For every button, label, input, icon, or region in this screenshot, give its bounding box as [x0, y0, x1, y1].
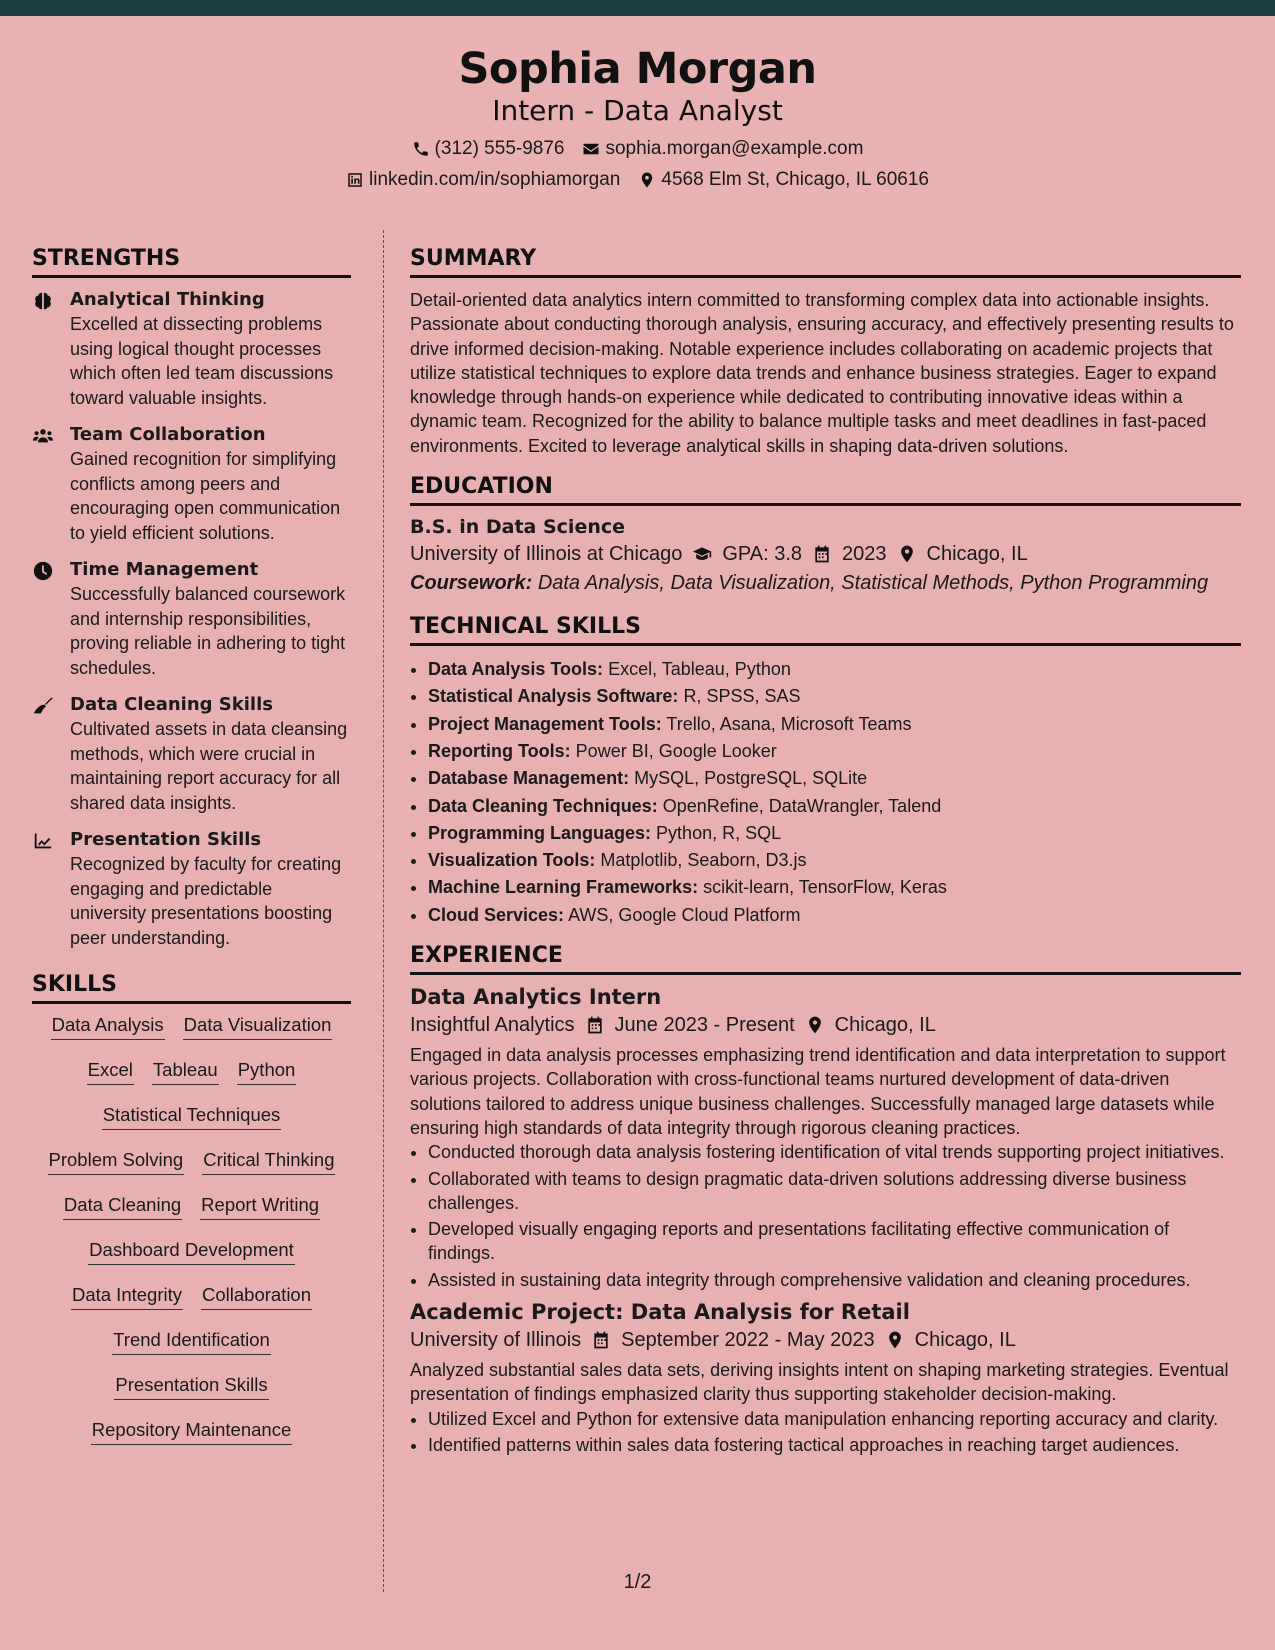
experience-heading: EXPERIENCE: [410, 941, 1241, 975]
skill-chip: Data Analysis: [51, 1014, 165, 1040]
list-item: [428, 902, 1241, 929]
tech-value: Matplotlib, Seaborn, D3.js: [600, 850, 807, 871]
technical-skills-list: [410, 656, 1241, 929]
list-item: [428, 738, 1241, 765]
tech-label: Programming Languages:: [428, 822, 652, 843]
list-item: • Collaborated with teams to design pragmatic data-driven solutions addressing diverse business challenges.: [428, 1167, 1241, 1216]
broom-icon: [32, 695, 54, 717]
strength-desc: Excelled at dissecting problems using logical thought processes which often led team discussions toward valuable insights.: [70, 314, 334, 408]
job-dates: June 2023 - Present: [614, 1014, 795, 1037]
address-contact: [638, 169, 929, 191]
skill-chip: Report Writing: [200, 1194, 320, 1220]
skills-row: [32, 1419, 351, 1464]
strength-desc: Gained recognition for simplifying conflicts among peers and encouraging open communication to yield efficient solutions.: [70, 449, 341, 543]
email-contact[interactable]: [582, 138, 863, 160]
job-bullets: [410, 1407, 1241, 1458]
skills-row: [32, 1329, 351, 1374]
summary-heading: SUMMARY: [410, 244, 1241, 278]
strength-title: Team Collaboration: [70, 424, 266, 445]
skills-row: [32, 1059, 351, 1104]
tech-value: R, SPSS, SAS: [683, 686, 801, 707]
skills-row: [32, 1104, 351, 1149]
job-description: Engaged in data analysis processes emphasizing trend identification and data interpretation to support various projects. Collaboration with cross-functional teams nurtured development of data-driven solutions tailored to address unique business challenges. Successfully managed large datasets while ensuring high standards of data integrity through rigorous cleaning practices.: [410, 1045, 1226, 1138]
list-item: [428, 765, 1241, 792]
tech-label: Database Management:: [428, 768, 630, 789]
list-item: [428, 820, 1241, 847]
skills-row: [32, 1239, 351, 1284]
coursework-line: [410, 568, 1241, 598]
email-text: sophia.morgan@example.com: [605, 138, 864, 159]
tech-value: scikit-learn, TensorFlow, Keras: [703, 877, 947, 898]
summary-text: Detail-oriented data analytics intern committed to transforming complex data into actionable insights. Passionate about conducting thorough analysis, ensuring accuracy, and effectively presenting results to drive informed decision-making. Notable experience includes collaborating on academic projects that utilize statistical techniques to explore data trends and enhance business strategies. Eager to expand knowledge through hands-on experience while dedicated to contributing innovative ideas within a dynamic team. Recognized for the ability to balance multiple tasks and meet deadlines in fast-paced environments. Excited to leverage analytical skills in shaping data-driven solutions.: [410, 290, 1234, 456]
skill-chip: Data Visualization: [183, 1014, 333, 1040]
job-entry: [410, 1298, 1241, 1457]
tech-value: Trello, Asana, Microsoft Teams: [666, 713, 912, 734]
brain-icon: [32, 290, 54, 312]
tech-value: Power BI, Google Looker: [575, 740, 777, 761]
skills-list: [32, 1014, 351, 1464]
users-icon: [32, 425, 54, 447]
graduation-cap-icon: [692, 544, 712, 564]
map-pin-icon: [805, 1015, 825, 1035]
strength-item: [32, 828, 351, 950]
envelope-icon: [582, 140, 600, 158]
skill-chip: Repository Maintenance: [91, 1419, 293, 1445]
skill-chip: Presentation Skills: [114, 1374, 268, 1400]
skills-row: [32, 1284, 351, 1329]
grad-year: 2023: [842, 543, 887, 566]
calendar-icon: [585, 1015, 605, 1035]
strength-title: Data Cleaning Skills: [70, 694, 273, 715]
top-accent-bar: [0, 0, 1275, 16]
skill-chip: Python: [237, 1059, 297, 1085]
job-description: Analyzed substantial sales data sets, deriving insights intent on shaping marketing strategies. Eventual presentation of findings emphasized clarity thus supporting stakeholder decision-making.: [410, 1360, 1229, 1405]
tech-label: Data Analysis Tools:: [428, 659, 604, 680]
tech-label: Cloud Services:: [428, 904, 565, 925]
skill-chip: Excel: [87, 1059, 134, 1085]
tech-label: Visualization Tools:: [428, 850, 596, 871]
list-item: [428, 874, 1241, 901]
job-location: Chicago, IL: [914, 1329, 1016, 1352]
strength-item: [32, 693, 351, 815]
strength-desc: Recognized by faculty for creating engaging and predictable university presentations boosting peer understanding.: [70, 854, 342, 948]
coursework-label: Coursework:: [410, 572, 533, 595]
phone-contact[interactable]: [412, 138, 565, 160]
strength-item: [32, 558, 351, 680]
skill-chip: Trend Identification: [112, 1329, 271, 1355]
technical-skills-heading: TECHNICAL SKILLS: [410, 612, 1241, 646]
tech-label: Data Cleaning Techniques:: [428, 795, 658, 816]
address-text: 4568 Elm St, Chicago, IL 60616: [661, 169, 929, 190]
skill-chip: Statistical Techniques: [102, 1104, 282, 1130]
tech-value: AWS, Google Cloud Platform: [568, 904, 801, 925]
contact-row-2: [0, 169, 1275, 191]
strength-title: Time Management: [70, 559, 259, 580]
list-item: • Developed visually engaging reports and presentations facilitating effective communication of findings.: [428, 1217, 1241, 1266]
list-item: • Identified patterns within sales data fostering tactical approaches in reaching target audiences.: [428, 1433, 1241, 1457]
degree-title: B.S. in Data Science: [410, 516, 626, 539]
job-bullets: [410, 1140, 1241, 1292]
strength-desc: Successfully balanced coursework and internship responsibilities, proving reliable in adhering to tight schedules.: [70, 584, 346, 678]
linkedin-text: linkedin.com/in/sophiamorgan: [369, 169, 621, 190]
list-item: [428, 711, 1241, 738]
linkedin-contact[interactable]: [346, 169, 620, 191]
job-meta: [410, 1011, 1241, 1039]
linkedin-icon: [346, 171, 364, 189]
resume-header: [0, 16, 1275, 204]
gpa-text: GPA: 3.8: [722, 543, 803, 566]
skills-row: [32, 1014, 351, 1059]
education-location: Chicago, IL: [926, 543, 1028, 566]
skills-row: [32, 1149, 351, 1194]
map-pin-icon: [897, 544, 917, 564]
list-item: • Utilized Excel and Python for extensive data manipulation enhancing reporting accuracy and clarity.: [428, 1407, 1241, 1431]
list-item: [428, 683, 1241, 710]
strength-desc: Cultivated assets in data cleansing methods, which were crucial in maintaining report accuracy for all shared data insights.: [70, 719, 348, 813]
calendar-icon: [812, 544, 832, 564]
job-title: Data Analytics Intern: [410, 985, 662, 1010]
skills-row: [32, 1194, 351, 1239]
list-item: • Assisted in sustaining data integrity through comprehensive validation and cleaning procedures.: [428, 1268, 1241, 1292]
list-item: [428, 656, 1241, 683]
skills-heading: SKILLS: [32, 970, 351, 1004]
coursework-text: Data Analysis, Data Visualization, Statistical Methods, Python Programming: [537, 572, 1209, 595]
list-item: • Conducted thorough data analysis fostering identification of vital trends supporting project initiatives.: [428, 1140, 1241, 1164]
column-divider: [383, 230, 384, 1592]
job-title: Academic Project: Data Analysis for Retail: [410, 1300, 910, 1325]
strength-item: [32, 288, 351, 410]
chart-line-icon: [32, 830, 54, 852]
phone-icon: [412, 140, 430, 158]
skill-chip: Critical Thinking: [202, 1149, 335, 1175]
company-name: Insightful Analytics: [410, 1014, 575, 1037]
left-column: [32, 244, 351, 1464]
education-meta: [410, 540, 1241, 568]
company-name: University of Illinois: [410, 1329, 582, 1352]
skill-chip: Data Cleaning: [63, 1194, 182, 1220]
strength-title: Analytical Thinking: [70, 289, 265, 310]
list-item: [428, 847, 1241, 874]
tech-value: Python, R, SQL: [656, 822, 782, 843]
skill-chip: Problem Solving: [48, 1149, 185, 1175]
phone-text: (312) 555-9876: [434, 138, 565, 159]
skill-chip: Collaboration: [201, 1284, 312, 1310]
tech-value: OpenRefine, DataWrangler, Talend: [662, 795, 942, 816]
job-dates: September 2022 - May 2023: [621, 1329, 875, 1352]
page-number: 1/2: [623, 1571, 652, 1593]
candidate-name: Sophia Morgan: [458, 44, 817, 94]
skill-chip: Data Integrity: [71, 1284, 183, 1310]
job-location: Chicago, IL: [834, 1014, 936, 1037]
clock-icon: [32, 560, 54, 582]
school-name: University of Illinois at Chicago: [410, 543, 683, 566]
job-meta: [410, 1326, 1241, 1354]
strengths-heading: STRENGTHS: [32, 244, 351, 278]
tech-value: MySQL, PostgreSQL, SQLite: [634, 768, 868, 789]
strength-title: Presentation Skills: [70, 829, 262, 850]
candidate-title: Intern - Data Analyst: [492, 94, 783, 127]
map-pin-icon: [885, 1330, 905, 1350]
strength-item: [32, 423, 351, 545]
tech-label: Machine Learning Frameworks:: [428, 877, 699, 898]
skills-row: [32, 1374, 351, 1419]
map-pin-icon: [638, 171, 656, 189]
tech-label: Statistical Analysis Software:: [428, 686, 679, 707]
contact-row-1: [0, 138, 1275, 160]
education-heading: EDUCATION: [410, 472, 1241, 506]
tech-value: Excel, Tableau, Python: [608, 659, 791, 680]
tech-label: Project Management Tools:: [428, 713, 662, 734]
list-item: [428, 793, 1241, 820]
calendar-icon: [591, 1330, 611, 1350]
job-entry: [410, 983, 1241, 1292]
skill-chip: Dashboard Development: [88, 1239, 295, 1265]
right-column: [410, 244, 1241, 1459]
skill-chip: Tableau: [152, 1059, 219, 1085]
tech-label: Reporting Tools:: [428, 740, 571, 761]
